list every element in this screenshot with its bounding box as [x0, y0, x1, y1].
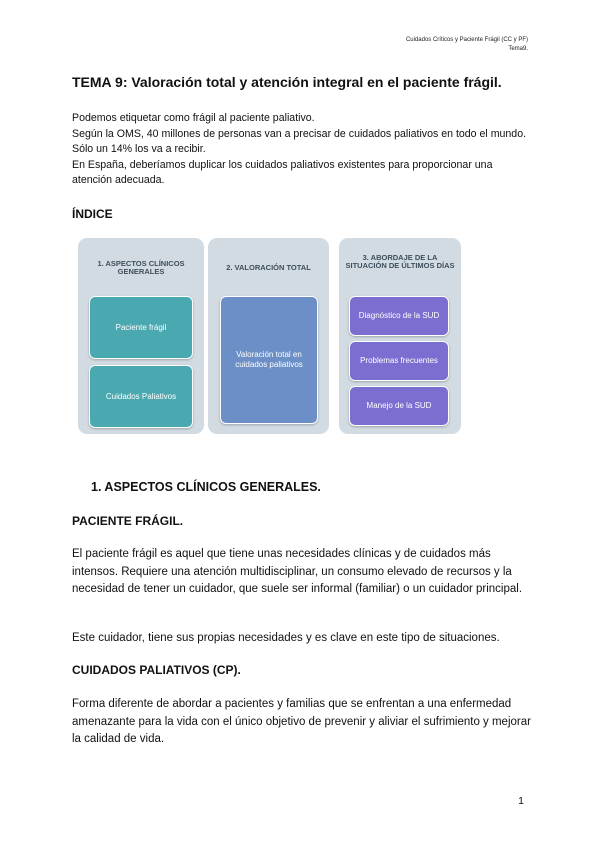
section-1-heading: 1. ASPECTOS CLÍNICOS GENERALES.	[91, 480, 321, 494]
intro-paragraph-2: Según la OMS, 40 millones de personas van a precisar de cuidados paliativos en todo el mundo. Sólo un 14% los va a recibir.	[72, 127, 527, 155]
diagram-column-3-title: 3. ABORDAJE DE LA SITUACIÓN DE ÚLTIMOS DÍAS	[345, 253, 455, 270]
paciente-fragil-paragraph-2: Este cuidador, tiene sus propias necesidades y es clave en este tipo de situaciones.	[72, 632, 500, 644]
diagram-column-2	[208, 238, 329, 434]
paciente-fragil-paragraph-1: El paciente frágil es aquel que tiene unas necesidades clínicas y de cuidados más intensos. Requiere una atención multidisciplinar, un consumo elevado de recursos y la necesidad de tener un cuidador, que suele ser informal (familiar) o un cuidador principal.	[72, 548, 523, 595]
diagram-column-1-title: 1. ASPECTOS CLÍNICOS GENERALES	[97, 259, 185, 276]
intro-text	[72, 111, 532, 189]
intro-paragraph-1: Podemos etiquetar como frágil al paciente paliativo.	[72, 112, 315, 124]
diagram-column-3	[339, 238, 461, 434]
header-topic: Tema9.	[508, 46, 528, 52]
cuidados-paliativos-heading: CUIDADOS PALIATIVOS (CP).	[72, 663, 241, 677]
diagram-box-manejo-sud: Manejo de la SUD	[349, 386, 449, 426]
page-number: 1	[518, 795, 524, 807]
paciente-fragil-heading: PACIENTE FRÁGIL.	[72, 514, 184, 528]
header-course: Cuidados Críticos y Paciente Frágil (CC y PF)	[405, 37, 528, 43]
index-heading: ÍNDICE	[72, 207, 113, 221]
cuidados-paliativos-paragraph-1: Forma diferente de abordar a pacientes y familias que se enfrentan a una enfermedad amenazante para la vida con el único objetivo de prevenir y aliviar el sufrimiento y mejorar la calidad de vida.	[72, 698, 531, 745]
diagram-column-2-title: 2. VALORACIÓN TOTAL	[226, 263, 311, 272]
diagram-box-valoracion-total: Valoración total en cuidados paliativos	[220, 296, 318, 424]
diagram-column-1	[78, 238, 204, 434]
intro-paragraph-3: En España, deberíamos duplicar los cuidados paliativos existentes para proporcionar una atención adecuada.	[72, 158, 493, 186]
page-title: TEMA 9: Valoración total y atención integral en el paciente frágil.	[72, 74, 502, 90]
diagram-box-paciente-fragil: Paciente frágil	[89, 296, 193, 359]
running-header	[406, 36, 528, 54]
diagram-box-problemas-frecuentes: Problemas frecuentes	[349, 341, 449, 381]
diagram-box-diagnostico-sud: Diagnóstico de la SUD	[349, 296, 449, 336]
diagram-box-cuidados-paliativos: Cuidados Paliativos	[89, 365, 193, 428]
